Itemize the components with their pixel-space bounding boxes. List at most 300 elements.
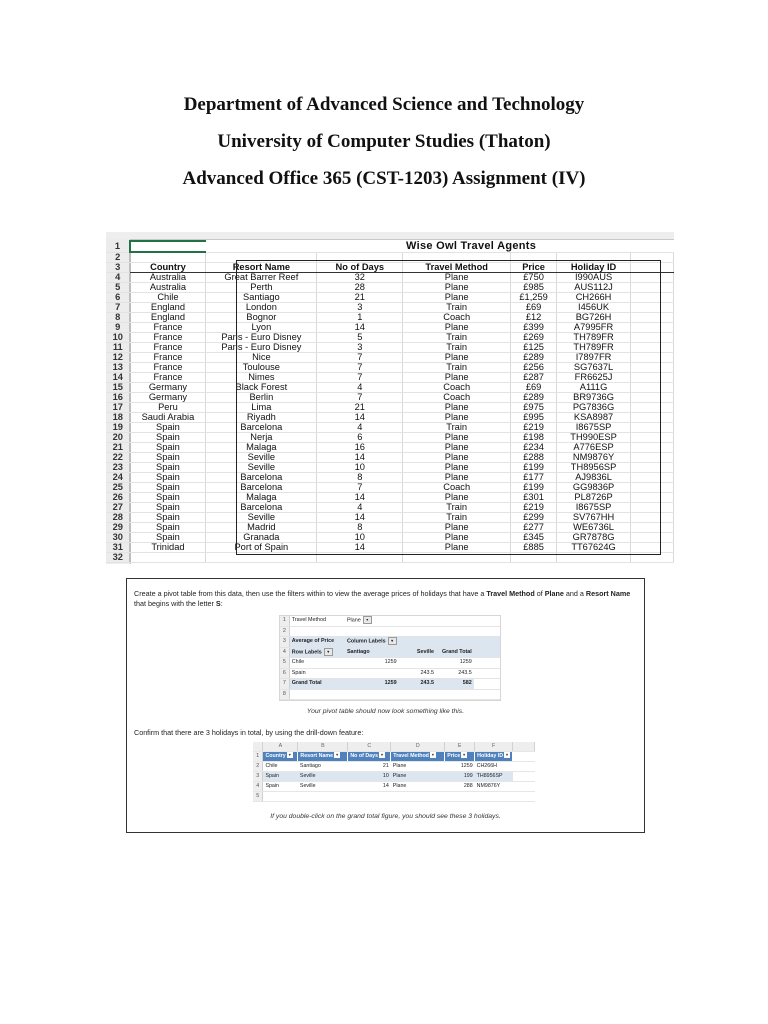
data-cell[interactable]: Paris - Euro Disney (206, 333, 317, 343)
data-cell[interactable]: France (130, 343, 206, 353)
data-cell[interactable]: £301 (511, 493, 557, 503)
pivot-row-labels[interactable]: Row Labels ▾ (289, 647, 345, 658)
pivot-filter-label: Travel Method (289, 616, 345, 626)
empty-cell[interactable] (631, 413, 674, 423)
data-cell[interactable]: £219 (511, 503, 557, 513)
data-cell[interactable]: £750 (511, 273, 557, 283)
sheet-row (106, 383, 674, 393)
empty-cell[interactable] (631, 241, 674, 252)
data-cell[interactable]: 32 (317, 273, 403, 283)
pivot-cell: 1259 (345, 679, 399, 690)
data-cell[interactable]: Australia (130, 283, 206, 293)
data-cell[interactable]: CH266H (557, 293, 631, 303)
data-cell[interactable]: £69 (511, 383, 557, 393)
drill-cell[interactable]: NM9876Y (475, 781, 513, 791)
empty-cell[interactable] (631, 353, 674, 363)
data-cell[interactable]: Spain (130, 533, 206, 543)
empty-cell[interactable] (206, 553, 317, 563)
data-cell[interactable]: £177 (511, 473, 557, 483)
empty-cell[interactable] (631, 373, 674, 383)
empty-cell (445, 791, 475, 801)
data-cell[interactable]: Perth (206, 283, 317, 293)
data-cell[interactable]: Santiago (206, 293, 317, 303)
data-cell[interactable]: 4 (317, 383, 403, 393)
empty-cell[interactable] (557, 241, 631, 252)
data-cell[interactable]: Seville (206, 453, 317, 463)
filter-dropdown-icon[interactable]: ▾ (288, 752, 291, 758)
drill-cell[interactable]: TH8956SP (475, 771, 513, 781)
drill-header-cell[interactable] (391, 751, 445, 761)
data-cell[interactable]: Nice (206, 353, 317, 363)
data-cell[interactable]: £69 (511, 303, 557, 313)
drill-cell[interactable]: Seville (298, 781, 348, 791)
filter-dropdown-icon[interactable]: ▾ (324, 648, 333, 656)
drill-header-cell[interactable] (298, 751, 348, 761)
drill-cell[interactable]: CH266H (475, 761, 513, 771)
data-cell[interactable]: 14 (317, 513, 403, 523)
empty-cell (513, 781, 535, 791)
data-cell[interactable]: I456UK (557, 303, 631, 313)
data-cell[interactable]: 10 (317, 463, 403, 473)
drill-cell[interactable]: Santiago (298, 761, 348, 771)
sheet-row (106, 403, 674, 413)
empty-cell[interactable] (631, 283, 674, 293)
data-cell[interactable]: Train (403, 333, 511, 343)
data-cell[interactable]: £1,259 (511, 293, 557, 303)
data-cell[interactable]: £219 (511, 423, 557, 433)
row-number: 3 (253, 771, 263, 781)
drill-cell[interactable]: Chile (263, 761, 298, 771)
data-cell[interactable]: Plane (403, 543, 511, 553)
sheet-row (106, 273, 674, 283)
data-cell[interactable]: Plane (403, 453, 511, 463)
drill-header-cell[interactable] (445, 751, 475, 761)
data-cell[interactable]: WE6736L (557, 523, 631, 533)
data-cell[interactable]: Seville (206, 513, 317, 523)
data-cell[interactable]: £198 (511, 433, 557, 443)
data-cell[interactable]: Train (403, 343, 511, 353)
data-cell[interactable]: £985 (511, 283, 557, 293)
empty-cell[interactable] (631, 523, 674, 533)
data-cell[interactable]: France (130, 333, 206, 343)
data-cell[interactable]: A111G (557, 383, 631, 393)
empty-cell[interactable] (631, 313, 674, 323)
data-cell[interactable]: England (130, 303, 206, 313)
data-cell[interactable]: Plane (403, 463, 511, 473)
data-cell[interactable]: Bognor (206, 313, 317, 323)
data-cell[interactable]: Toulouse (206, 363, 317, 373)
empty-cell[interactable] (511, 553, 557, 563)
empty-cell (263, 791, 298, 801)
data-cell[interactable]: £287 (511, 373, 557, 383)
data-cell[interactable]: Spain (130, 453, 206, 463)
empty-cell[interactable] (557, 252, 631, 263)
data-cell[interactable]: Plane (403, 293, 511, 303)
data-cell[interactable]: Barcelona (206, 503, 317, 513)
row-number: 12 (106, 353, 130, 363)
data-cell[interactable]: TH8956SP (557, 463, 631, 473)
data-cell[interactable]: Plane (403, 473, 511, 483)
data-cell[interactable]: £975 (511, 403, 557, 413)
data-cell[interactable]: Spain (130, 483, 206, 493)
data-cell[interactable]: 10 (317, 533, 403, 543)
row-number: 18 (106, 413, 130, 423)
filter-dropdown-icon[interactable]: ▾ (336, 752, 339, 758)
data-cell[interactable]: £995 (511, 413, 557, 423)
column-header-strip (106, 232, 674, 240)
drill-cell[interactable]: 21 (348, 761, 391, 771)
data-cell[interactable]: £277 (511, 523, 557, 533)
data-cell[interactable]: AJ9836L (557, 473, 631, 483)
data-cell[interactable]: £199 (511, 483, 557, 493)
instruction-fragment: of (534, 589, 545, 598)
data-cell[interactable]: BG726H (557, 313, 631, 323)
data-cell[interactable]: Spain (130, 513, 206, 523)
data-cell[interactable]: Paris - Euro Disney (206, 343, 317, 353)
data-cell[interactable]: 1 (317, 313, 403, 323)
filter-dropdown-icon[interactable]: ▾ (381, 752, 384, 758)
filter-dropdown-icon[interactable]: ▾ (463, 752, 466, 758)
data-cell[interactable]: Train (403, 423, 511, 433)
empty-cell[interactable] (317, 241, 403, 252)
empty-cell[interactable] (631, 363, 674, 373)
data-cell[interactable]: Barcelona (206, 483, 317, 493)
data-cell[interactable]: Coach (403, 393, 511, 403)
empty-cell[interactable] (317, 252, 403, 263)
empty-cell[interactable] (206, 241, 317, 252)
drill-header-cell[interactable] (263, 751, 298, 761)
data-cell[interactable]: £399 (511, 323, 557, 333)
data-cell[interactable]: 16 (317, 443, 403, 453)
data-cell[interactable]: Seville (206, 463, 317, 473)
data-cell[interactable]: £125 (511, 343, 557, 353)
data-cell[interactable]: Trinidad (130, 543, 206, 553)
data-cell[interactable]: I8675SP (557, 423, 631, 433)
grand-total-cell[interactable]: 582 (436, 679, 474, 690)
empty-cell (513, 791, 535, 801)
pivot-cell: 243.5 (436, 668, 474, 679)
drill-cell[interactable]: 288 (445, 781, 475, 791)
filter-dropdown-icon[interactable]: ▾ (506, 752, 509, 758)
data-cell[interactable]: 14 (317, 543, 403, 553)
empty-cell[interactable] (631, 553, 674, 563)
data-cell[interactable]: France (130, 363, 206, 373)
data-cell[interactable]: Granada (206, 533, 317, 543)
empty-cell[interactable] (631, 433, 674, 443)
sheet-row (106, 283, 674, 293)
data-cell[interactable]: AUS112J (557, 283, 631, 293)
data-cell[interactable]: Spain (130, 463, 206, 473)
drill-cell[interactable]: Plane (391, 771, 445, 781)
empty-cell[interactable] (631, 453, 674, 463)
pivot-row: 4 Row Labels ▾ Santiago Seville Grand Total (280, 647, 500, 658)
data-cell[interactable]: PL8726P (557, 493, 631, 503)
empty-cell[interactable] (631, 393, 674, 403)
data-cell[interactable]: I990AUS (557, 273, 631, 283)
data-cell[interactable]: Plane (403, 403, 511, 413)
data-cell[interactable]: 21 (317, 403, 403, 413)
data-cell[interactable]: 28 (317, 283, 403, 293)
data-cell[interactable]: Plane (403, 283, 511, 293)
data-cell[interactable]: 14 (317, 323, 403, 333)
data-cell[interactable]: £885 (511, 543, 557, 553)
data-cell[interactable]: Plane (403, 533, 511, 543)
data-cell[interactable]: Berlin (206, 393, 317, 403)
data-cell[interactable]: 6 (317, 433, 403, 443)
empty-cell[interactable] (631, 323, 674, 333)
drill-header-cell[interactable] (348, 751, 391, 761)
data-cell[interactable]: Lima (206, 403, 317, 413)
data-cell[interactable]: Train (403, 503, 511, 513)
data-cell[interactable]: Australia (130, 273, 206, 283)
data-cell[interactable]: Plane (403, 323, 511, 333)
drill-header-cell[interactable] (475, 751, 513, 761)
data-cell[interactable]: £199 (511, 463, 557, 473)
data-cell[interactable]: £256 (511, 363, 557, 373)
data-cell[interactable]: Plane (403, 523, 511, 533)
empty-cell[interactable] (631, 503, 674, 513)
drill-cell[interactable]: Seville (298, 771, 348, 781)
pivot-row: 5 Chile 1259 1259 (280, 658, 500, 669)
data-cell[interactable]: France (130, 323, 206, 333)
row-number: 29 (106, 523, 130, 533)
data-cell[interactable]: Train (403, 513, 511, 523)
empty-cell[interactable] (631, 543, 674, 553)
data-cell[interactable]: Train (403, 363, 511, 373)
empty-cell[interactable] (631, 343, 674, 353)
data-cell[interactable]: £289 (511, 393, 557, 403)
data-cell[interactable]: 8 (317, 523, 403, 533)
data-cell[interactable]: Black Forest (206, 383, 317, 393)
empty-cell[interactable] (631, 473, 674, 483)
sheet-title: Wise Owl Travel Agents (406, 240, 537, 252)
drill-header-label: Holiday ID (477, 752, 504, 759)
data-cell[interactable]: England (130, 313, 206, 323)
row-number: 5 (253, 791, 263, 801)
data-cell[interactable]: TH789FR (557, 343, 631, 353)
data-cell[interactable]: Plane (403, 273, 511, 283)
data-cell[interactable]: I7897FR (557, 353, 631, 363)
data-cell[interactable]: 21 (317, 293, 403, 303)
data-cell[interactable]: Nimes (206, 373, 317, 383)
data-cell[interactable]: Port of Spain (206, 543, 317, 553)
row-number: 10 (106, 333, 130, 343)
data-cell[interactable]: Spain (130, 433, 206, 443)
data-cell[interactable]: TH990ESP (557, 433, 631, 443)
data-cell[interactable]: £269 (511, 333, 557, 343)
data-cell[interactable]: 4 (317, 503, 403, 513)
filter-dropdown-icon[interactable]: ▾ (388, 637, 397, 645)
data-cell[interactable]: Barcelona (206, 473, 317, 483)
sheet-row (106, 393, 674, 403)
data-cell[interactable]: 7 (317, 363, 403, 373)
drill-cell[interactable]: 10 (348, 771, 391, 781)
data-cell[interactable]: I8675SP (557, 503, 631, 513)
data-cell[interactable]: KSA8987 (557, 413, 631, 423)
data-cell[interactable]: Spain (130, 523, 206, 533)
data-cell[interactable]: 14 (317, 453, 403, 463)
empty-cell[interactable] (631, 303, 674, 313)
pivot-row: 3 Average of Price Column Labels ▾ (280, 637, 500, 648)
empty-cell[interactable] (206, 252, 317, 263)
data-cell[interactable]: TH789FR (557, 333, 631, 343)
sheet-row (106, 313, 674, 323)
row-number: 16 (106, 393, 130, 403)
data-cell[interactable]: 3 (317, 343, 403, 353)
data-cell[interactable]: BR9736G (557, 393, 631, 403)
department-heading: Department of Advanced Science and Technology (183, 94, 585, 115)
empty-cell (298, 791, 348, 801)
drill-cell[interactable]: 199 (445, 771, 475, 781)
data-cell[interactable]: Plane (403, 493, 511, 503)
data-cell[interactable]: £288 (511, 453, 557, 463)
drill-header-label: Country (265, 752, 286, 759)
data-cell[interactable]: £289 (511, 353, 557, 363)
data-cell[interactable]: Coach (403, 483, 511, 493)
instruction-keyword: S (215, 599, 221, 608)
data-cell[interactable]: France (130, 373, 206, 383)
empty-cell[interactable] (631, 383, 674, 393)
data-cell[interactable]: 14 (317, 413, 403, 423)
data-cell[interactable]: 7 (317, 483, 403, 493)
empty-cell[interactable] (511, 252, 557, 263)
data-cell[interactable]: Spain (130, 493, 206, 503)
row-number: 1 (253, 751, 263, 761)
drill-cell[interactable]: 14 (348, 781, 391, 791)
column-header: Holiday ID (557, 263, 631, 273)
data-cell[interactable]: Plane (403, 443, 511, 453)
empty-cell (348, 791, 391, 801)
pivot-cell (399, 658, 436, 669)
data-cell[interactable]: Chile (130, 293, 206, 303)
data-cell[interactable]: 3 (317, 303, 403, 313)
data-cell[interactable]: Madrid (206, 523, 317, 533)
drill-cell[interactable]: 1259 (445, 761, 475, 771)
empty-cell[interactable] (631, 493, 674, 503)
data-cell[interactable]: Germany (130, 393, 206, 403)
filter-dropdown-icon[interactable]: ▾ (431, 752, 434, 758)
data-cell[interactable]: Plane (403, 373, 511, 383)
empty-cell[interactable] (631, 263, 674, 273)
drill-cell[interactable]: Plane (391, 761, 445, 771)
data-cell[interactable]: Peru (130, 403, 206, 413)
data-cell[interactable]: £345 (511, 533, 557, 543)
data-cell[interactable]: 4 (317, 423, 403, 433)
empty-cell[interactable] (631, 333, 674, 343)
empty-cell[interactable] (631, 513, 674, 523)
data-cell[interactable]: Malaga (206, 443, 317, 453)
data-cell[interactable]: 7 (317, 373, 403, 383)
row-number: 28 (106, 513, 130, 523)
data-cell[interactable]: Malaga (206, 493, 317, 503)
data-cell[interactable]: Great Barrer Reef (206, 273, 317, 283)
data-cell[interactable]: Coach (403, 383, 511, 393)
data-cell[interactable]: SV767HH (557, 513, 631, 523)
column-letter: B (298, 742, 348, 751)
data-cell[interactable]: NM9876Y (557, 453, 631, 463)
empty-cell[interactable] (130, 553, 206, 563)
data-cell[interactable]: Saudi Arabia (130, 413, 206, 423)
selected-cell[interactable] (130, 241, 206, 252)
data-cell[interactable]: Spain (130, 503, 206, 513)
column-header: No of Days (317, 263, 403, 273)
row-number: 11 (106, 343, 130, 353)
data-cell[interactable]: FR6625J (557, 373, 631, 383)
data-cell[interactable]: Spain (130, 423, 206, 433)
empty-cell[interactable] (631, 252, 674, 263)
data-cell[interactable]: GR7878G (557, 533, 631, 543)
data-cell[interactable]: Riyadh (206, 413, 317, 423)
data-cell[interactable]: A776ESP (557, 443, 631, 453)
data-cell[interactable]: 5 (317, 333, 403, 343)
data-cell[interactable]: 7 (317, 393, 403, 403)
data-cell[interactable]: SG7637L (557, 363, 631, 373)
empty-cell[interactable] (631, 533, 674, 543)
empty-cell[interactable] (403, 553, 511, 563)
row-number: 13 (106, 363, 130, 373)
data-cell[interactable]: 7 (317, 353, 403, 363)
empty-cell[interactable] (631, 293, 674, 303)
data-cell[interactable]: £234 (511, 443, 557, 453)
data-cell[interactable]: Train (403, 303, 511, 313)
empty-cell[interactable] (557, 553, 631, 563)
data-cell[interactable]: £12 (511, 313, 557, 323)
empty-cell[interactable] (631, 443, 674, 453)
data-cell[interactable]: Spain (130, 473, 206, 483)
filter-dropdown-icon[interactable]: ▾ (363, 616, 372, 624)
row-number: 20 (106, 433, 130, 443)
empty-cell[interactable] (403, 252, 511, 263)
data-cell[interactable]: 14 (317, 493, 403, 503)
sheet-row (106, 252, 674, 263)
sheet-row (106, 523, 674, 533)
empty-cell[interactable] (317, 553, 403, 563)
drill-cell[interactable]: Spain (263, 771, 298, 781)
drill-cell[interactable]: Plane (391, 781, 445, 791)
empty-cell[interactable] (130, 252, 206, 263)
instruction-keyword: Plane (544, 589, 564, 598)
empty-cell[interactable] (631, 463, 674, 473)
empty-cell[interactable] (631, 483, 674, 493)
data-cell[interactable]: Nerja (206, 433, 317, 443)
data-cell[interactable]: London (206, 303, 317, 313)
data-cell[interactable]: Germany (130, 383, 206, 393)
data-cell[interactable]: A7995FR (557, 323, 631, 333)
empty-cell[interactable] (631, 273, 674, 283)
data-cell[interactable]: 8 (317, 473, 403, 483)
pivot-filter-value[interactable]: Plane ▾ (345, 616, 399, 626)
drill-cell[interactable]: Spain (263, 781, 298, 791)
data-cell[interactable]: Plane (403, 413, 511, 423)
empty-cell[interactable] (631, 423, 674, 433)
instruction-text (134, 589, 634, 609)
data-cell[interactable]: Lyon (206, 323, 317, 333)
data-cell[interactable]: GG9836P (557, 483, 631, 493)
data-cell[interactable]: Spain (130, 443, 206, 453)
row-number: 25 (106, 483, 130, 493)
data-cell[interactable]: Plane (403, 353, 511, 363)
row-number: 24 (106, 473, 130, 483)
data-cell[interactable]: £299 (511, 513, 557, 523)
data-cell[interactable]: Barcelona (206, 423, 317, 433)
data-cell[interactable]: Plane (403, 433, 511, 443)
data-cell[interactable]: TT67624G (557, 543, 631, 553)
empty-cell[interactable] (631, 403, 674, 413)
pivot-column-labels[interactable]: Column Labels ▾ (345, 637, 399, 648)
data-cell[interactable]: PG7836G (557, 403, 631, 413)
data-cell[interactable]: France (130, 353, 206, 363)
data-cell[interactable]: Coach (403, 313, 511, 323)
